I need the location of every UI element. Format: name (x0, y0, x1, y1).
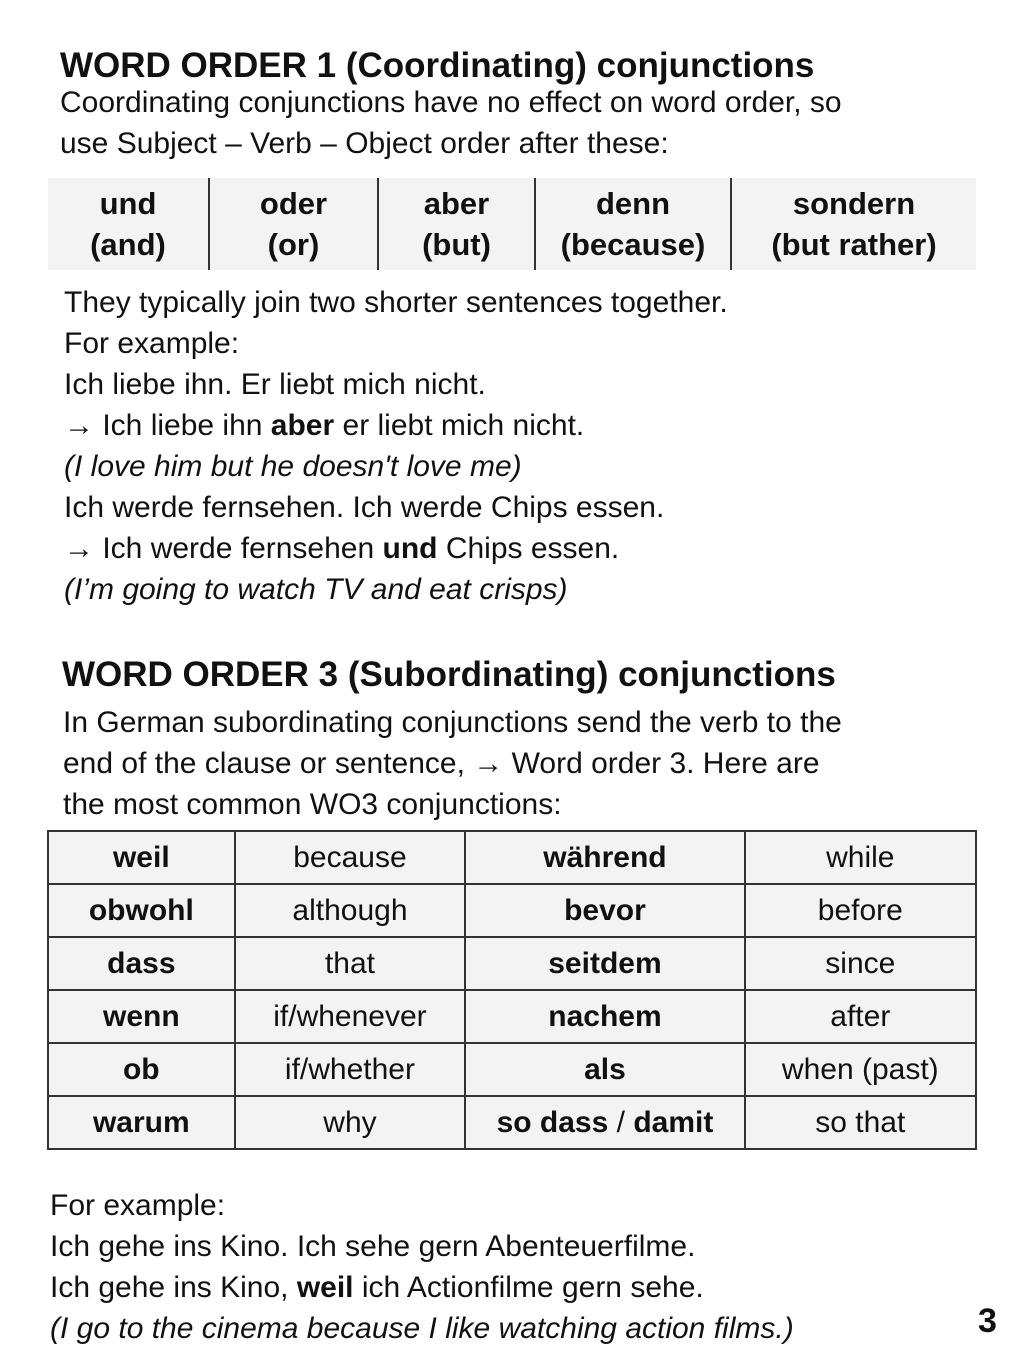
example-sentence: Ich werde fernsehen. Ich werde Chips essen. (64, 491, 665, 524)
intro-part: end of the clause or sentence, (63, 747, 474, 780)
conjunction-meaning: (but) (422, 227, 491, 262)
english-meaning-cell: if/whether (235, 1043, 466, 1096)
intro-line (63, 743, 842, 784)
english-meaning-cell: that (235, 937, 466, 990)
conjunction-cell (48, 178, 210, 270)
subordinating-conjunctions-table (47, 830, 977, 1150)
sentence-part: Chips essen. (437, 532, 620, 565)
conjunction-meaning: (but rather) (771, 227, 937, 262)
german-conjunction-cell: weil (48, 831, 235, 884)
conjunction-cell (210, 178, 379, 270)
english-meaning-cell: so that (745, 1096, 976, 1149)
conjunction-cell (536, 178, 732, 270)
english-meaning-cell: before (745, 884, 976, 937)
example-combined (50, 1267, 794, 1308)
arrow-icon: → (473, 747, 504, 780)
conjunction-word: und (99, 186, 157, 221)
sentence-part: ich Actionfilme gern sehe. (353, 1271, 704, 1304)
example-sentence: Ich liebe ihn. Er liebt mich nicht. (64, 368, 486, 401)
example-combined (64, 405, 728, 446)
german-conjunction-cell: seitdem (465, 937, 744, 990)
explanation-line: They typically join two shorter sentences together. (64, 286, 728, 319)
german-conjunction-cell: warum (48, 1096, 235, 1149)
conjunction-highlight: und (382, 532, 438, 565)
german-conjunction-cell: als (465, 1043, 744, 1096)
example-label: For example: (64, 327, 240, 360)
conjunction-word: sondern (792, 186, 916, 221)
example-label: For example: (50, 1189, 226, 1222)
conjunction-meaning: (and) (90, 227, 166, 262)
english-meaning-cell: while (745, 831, 976, 884)
example-combined (64, 528, 728, 569)
table-row (48, 990, 976, 1043)
example-translation: (I go to the cinema because I like watching action films.) (50, 1312, 794, 1345)
section2-examples (50, 1185, 794, 1349)
english-meaning-cell: why (235, 1096, 466, 1149)
english-meaning-cell: since (745, 937, 976, 990)
page-number: 3 (978, 1302, 997, 1340)
conjunction-word: aber (423, 186, 490, 221)
section1-intro (60, 82, 842, 164)
conjunction-meaning: (because) (560, 227, 706, 262)
english-meaning-cell: when (past) (745, 1043, 976, 1096)
intro-line: In German subordinating conjunctions send the verb to the (63, 706, 842, 739)
table-row (48, 937, 976, 990)
conjunction-cell (379, 178, 536, 270)
coordinating-conjunctions-table (48, 178, 976, 270)
sentence-part: Ich werde fernsehen (102, 532, 383, 565)
arrow-icon: → (64, 409, 94, 442)
conjunction-meaning: (or) (267, 227, 320, 262)
sentence-part: er liebt mich nicht. (334, 409, 585, 442)
intro-line: Coordinating conjunctions have no effect on word order, so (60, 86, 842, 119)
section2-title: WORD ORDER 3 (Subordinating) conjunctions (62, 655, 836, 694)
section2-intro (63, 702, 842, 825)
english-meaning-cell: although (235, 884, 466, 937)
german-conjunction-cell: wenn (48, 990, 235, 1043)
german-conjunction-cell: ob (48, 1043, 235, 1096)
intro-line: use Subject – Verb – Object order after these: (60, 127, 669, 160)
german-conjunction-cell: dass (48, 937, 235, 990)
intro-part: Word order 3. Here are (503, 747, 820, 780)
table-row (48, 1043, 976, 1096)
intro-line: the most common WO3 conjunctions: (63, 788, 562, 821)
conjunction-highlight: weil (296, 1271, 354, 1304)
example-sentence: Ich gehe ins Kino. Ich sehe gern Abenteuerfilme. (50, 1230, 696, 1263)
conjunction-cell (732, 178, 976, 270)
english-meaning-cell: if/whenever (235, 990, 466, 1043)
conjunction-word: denn (595, 186, 671, 221)
example-translation: (I’m going to watch TV and eat crisps) (64, 573, 568, 606)
example-translation: (I love him but he doesn't love me) (64, 450, 522, 483)
english-meaning-cell: after (745, 990, 976, 1043)
table-row (48, 884, 976, 937)
german-conjunction-cell: so dass / damit (465, 1096, 744, 1149)
sentence-part: Ich liebe ihn (102, 409, 271, 442)
german-conjunction-cell: bevor (465, 884, 744, 937)
table-row (48, 1096, 976, 1149)
section1-title: WORD ORDER 1 (Coordinating) conjunctions (60, 46, 815, 85)
german-conjunction-cell: obwohl (48, 884, 235, 937)
table-row (48, 831, 976, 884)
conjunction-word: oder (259, 186, 328, 221)
arrow-icon: → (64, 532, 94, 565)
section1-examples (64, 282, 728, 610)
sentence-part: Ich gehe ins Kino, (50, 1271, 297, 1304)
english-meaning-cell: because (235, 831, 466, 884)
german-conjunction-cell: während (465, 831, 744, 884)
conjunction-highlight: aber (270, 409, 335, 442)
german-conjunction-cell: nachem (465, 990, 744, 1043)
